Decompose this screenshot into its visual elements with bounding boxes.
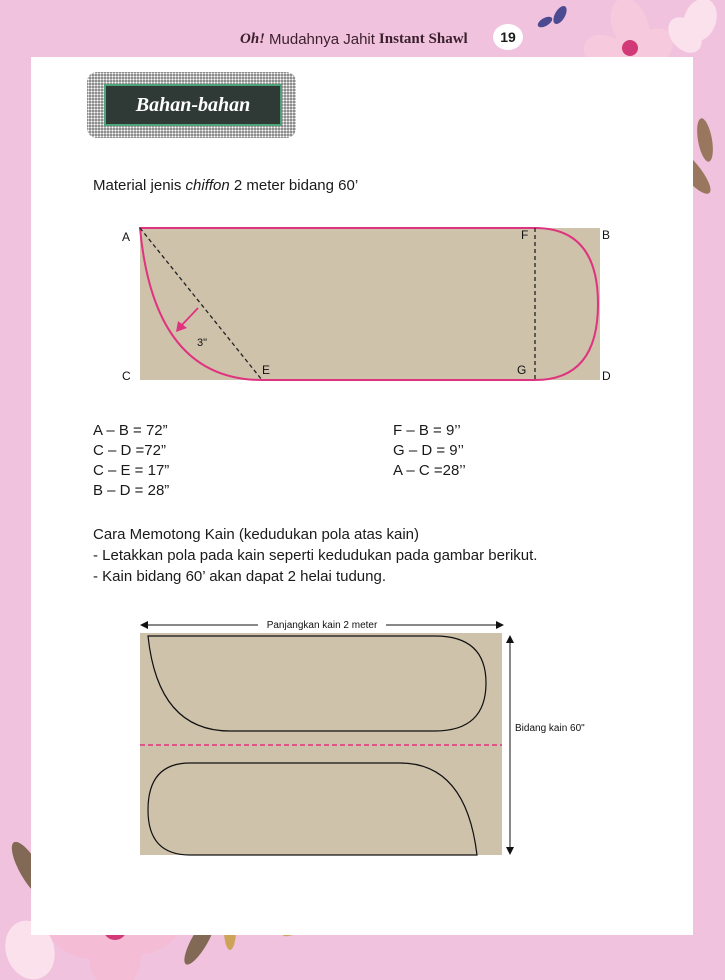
fabric-rectangle xyxy=(140,228,600,380)
measurement-left-4: B – D = 28” xyxy=(93,482,170,499)
material-suffix: 2 meter bidang 60’ xyxy=(229,177,359,194)
length-arrowhead-right xyxy=(496,621,504,629)
material-line xyxy=(93,176,358,196)
material-prefix: Material jenis xyxy=(93,177,186,194)
label-f: F xyxy=(521,228,529,242)
width-arrowhead-bottom xyxy=(506,847,514,855)
cutting-heading: Cara Memotong Kain (kedudukan pola atas kain) xyxy=(93,526,420,543)
header-middle: Mudahnya Jahit xyxy=(269,30,375,48)
section-title: Bahan-bahan xyxy=(104,84,282,126)
page-number: 19 xyxy=(493,24,523,50)
label-d: D xyxy=(602,369,611,383)
label-b: B xyxy=(602,228,611,242)
running-header xyxy=(240,28,468,50)
material-fabric: chiffon xyxy=(185,177,230,194)
label-g: G xyxy=(517,363,527,377)
length-arrowhead-left xyxy=(140,621,148,629)
label-c: C xyxy=(122,369,131,383)
cutting-layout-diagram xyxy=(130,605,620,865)
measurement-right-3: A – C =28’’ xyxy=(393,462,466,479)
measurement-left-3: C – E = 17” xyxy=(93,462,170,479)
pattern-diagram xyxy=(110,220,620,390)
width-arrowhead-top xyxy=(506,635,514,643)
label-e: E xyxy=(262,363,271,377)
fabric-layout xyxy=(140,633,502,855)
measurement-left-1: A – B = 72” xyxy=(93,422,168,439)
header-oh: Oh! xyxy=(240,30,266,47)
width-label: Bidang kain 60" xyxy=(515,723,585,734)
header-instant: Instant Shawl xyxy=(378,30,468,47)
measurement-left-2: C – D =72” xyxy=(93,442,166,459)
length-label: Panjangkan kain 2 meter xyxy=(266,620,378,631)
label-a: A xyxy=(122,230,131,244)
offset-label: 3" xyxy=(197,337,208,349)
cutting-step-2: - Kain bidang 60’ akan dapat 2 helai tudung. xyxy=(93,568,387,585)
measurement-right-2: G – D = 9’’ xyxy=(393,442,465,459)
cutting-step-1: - Letakkan pola pada kain seperti kedudukan pada gambar berikut. xyxy=(93,547,538,564)
measurement-right-1: F – B = 9’’ xyxy=(393,422,461,439)
